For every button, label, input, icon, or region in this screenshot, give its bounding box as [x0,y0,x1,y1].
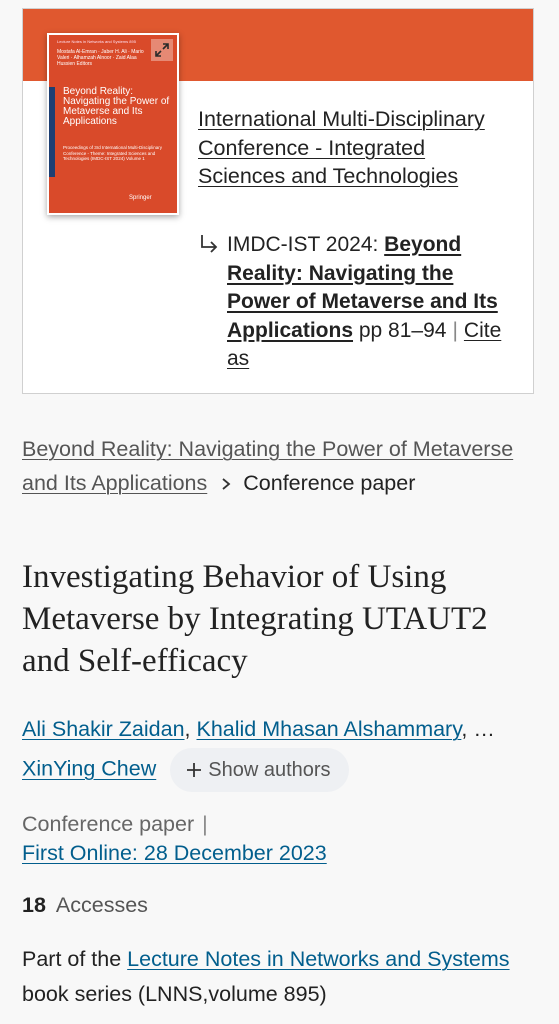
author-link[interactable]: XinYing Chew [22,756,157,781]
series-prefix: Part of the [22,947,128,971]
breadcrumb-current: Conference paper [243,471,416,495]
sub-arrow-icon [198,233,220,255]
chevron-right-icon [219,477,233,491]
plus-icon [186,762,202,778]
article-meta [22,810,522,868]
cover-series-line: Lecture Notes in Networks and Systems 895 [57,39,136,44]
expand-icon[interactable] [151,39,173,61]
cover-editors: Mostafa Al-Emran · Jaber H. Ali · Mario Valeri · Alhamzah Alnoor · Zaid Alaa Hussien Editors [57,49,144,67]
cover-publisher: Springer [129,195,152,201]
author-link[interactable]: Ali Shakir Zaidan [22,717,185,741]
access-label: Accesses [55,893,148,917]
first-online-link[interactable]: First Online: 28 December 2023 [22,841,327,865]
divider: | [452,318,458,342]
author-ellipsis: , … [461,717,495,741]
cover-subtitle: Proceedings of 3rd International Multi-Disciplinary Conference - Theme: Integrated Sciences and Technologies (IMDC-IST 2024) Volume 1 [63,145,163,161]
book-cover[interactable] [47,33,179,215]
show-authors-label: Show authors [208,759,331,781]
author-link[interactable]: Khalid Mhasan Alshammary [196,717,462,741]
divider: | [202,812,208,836]
proceedings-title-link[interactable]: Beyond Reality: Navigating the Power of Metaverse and Its Applications [227,233,498,342]
proceedings-line [227,231,517,374]
series-link[interactable]: Lecture Notes in Networks and Systems [127,947,510,971]
cover-title: Beyond Reality: Navigating the Power of Metaverse and Its Applications [63,86,170,127]
series-info [22,942,542,1012]
book-card [22,8,534,394]
show-authors-button[interactable] [170,748,348,792]
page-title: Investigating Behavior of Using Metaverse by Integrating UTAUT2 and Self-efficacy [22,559,488,679]
proceedings-prefix: IMDC-IST 2024: [227,233,385,256]
page-range: pp 81–94 [353,318,447,342]
series-suffix: book series (LNNS,volume 895) [22,982,327,1006]
cite-as-link[interactable]: Cite as [227,318,502,370]
access-metric [22,890,148,920]
breadcrumb [22,432,522,500]
article-type: Conference paper [22,812,195,836]
access-count: 18 [22,893,46,917]
cover-stripe [49,87,55,177]
author-list [22,710,542,792]
breadcrumb-parent-link[interactable]: Beyond Reality: Navigating the Power of Metaverse and Its Applications [22,437,514,495]
conference-link[interactable]: International Multi-Disciplinary Conference - Integrated Sciences and Technologies [198,107,485,188]
author-separator: , [184,717,197,741]
